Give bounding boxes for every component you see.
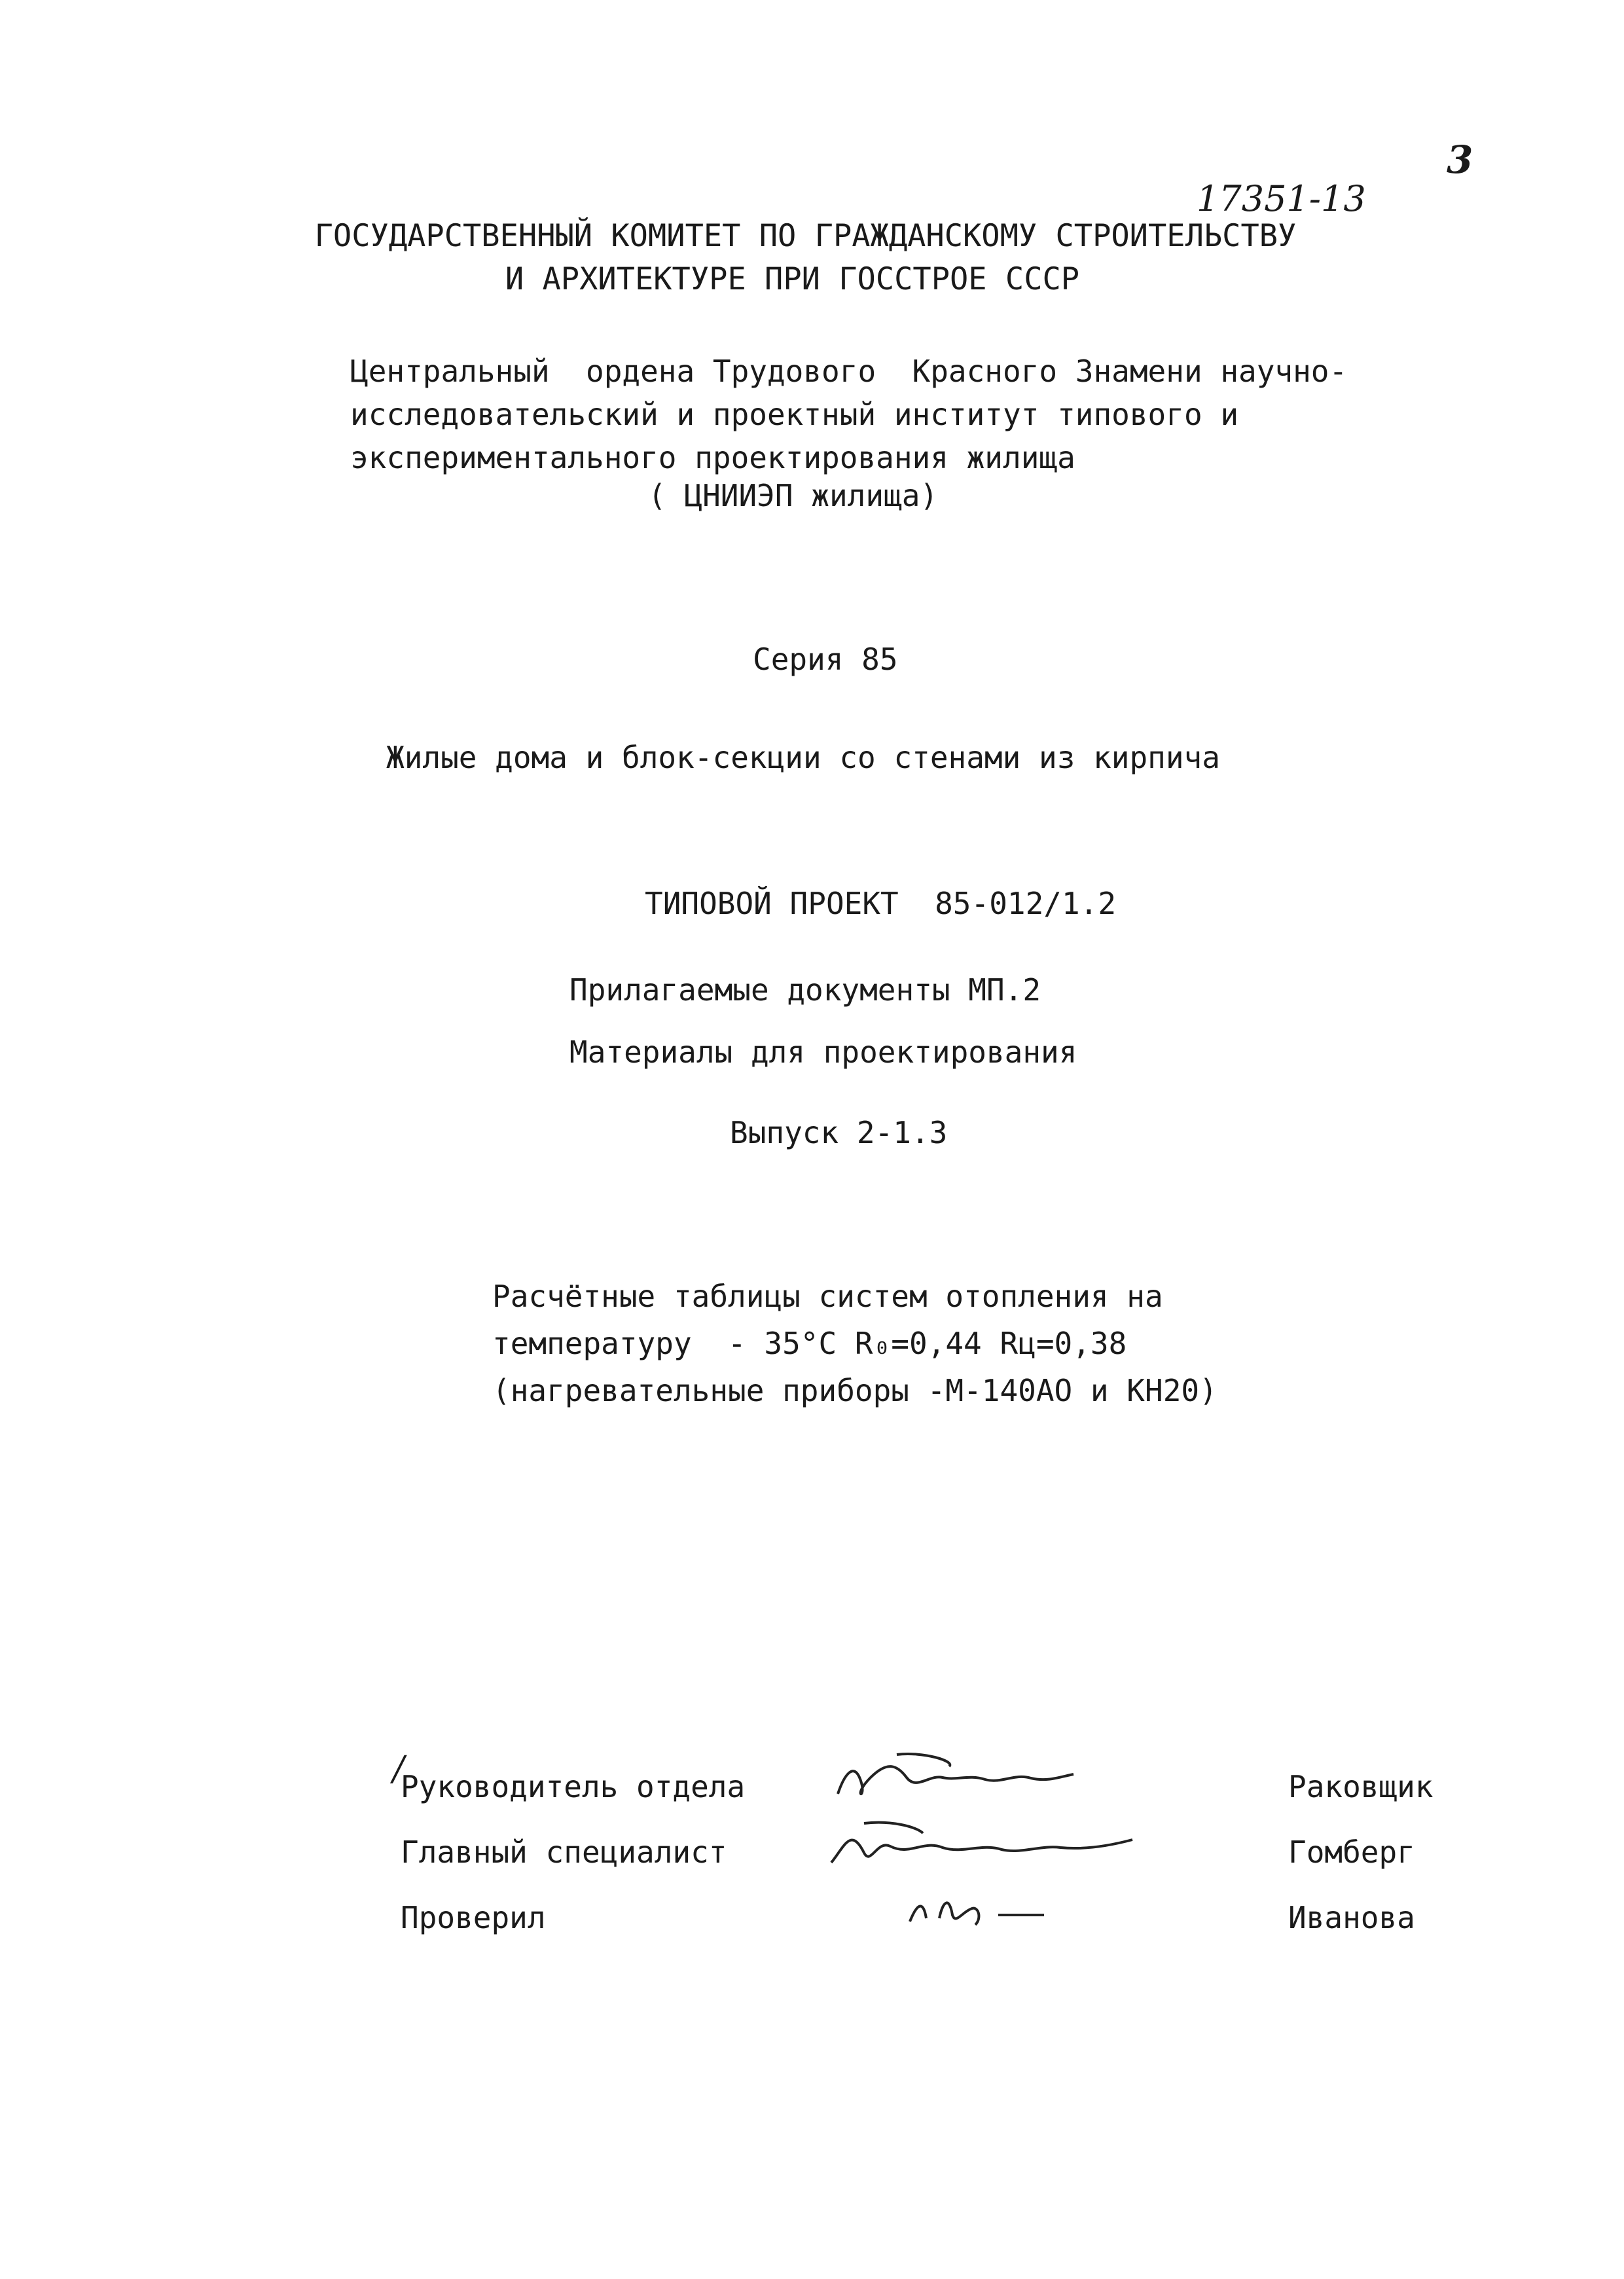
name-ivanova: Иванова <box>1288 1900 1415 1935</box>
signature-2 <box>825 1814 1191 1872</box>
attached-documents: Прилагаемые документы МП.2 <box>569 972 1041 1008</box>
committee-header <box>0 215 1624 301</box>
institute-line-1: Центральный ордена Трудового Красного Знамени научно- <box>350 354 1348 389</box>
series-title: Серия 85 <box>753 642 898 677</box>
issue-number: Выпуск 2-1.3 <box>730 1115 948 1150</box>
slash-mark: / <box>393 1749 405 1789</box>
institute-line-3: экспериментального проектирования жилища <box>350 440 1075 475</box>
materials-title: Материалы для проектирования <box>569 1034 1077 1070</box>
role-checked-by: Проверил <box>401 1900 546 1935</box>
document-description <box>492 1273 1218 1414</box>
committee-line-1: ГОСУДАРСТВЕННЫЙ КОМИТЕТ ПО ГРАЖДАНСКОМУ СТРОИТЕЛЬСТВУ <box>314 218 1297 254</box>
institute-name <box>350 350 1347 479</box>
description-line-3: (нагревательные приборы -М-140АО и КН20) <box>492 1373 1218 1408</box>
committee-line-2: И АРХИТЕКТУРЕ ПРИ ГОССТРОЕ СССР <box>505 261 1080 297</box>
role-chief-specialist: Главный специалист <box>401 1834 727 1870</box>
signature-1 <box>825 1748 1191 1807</box>
role-head-of-department: Руководитель отдела <box>401 1769 746 1804</box>
name-gomberg: Гомберг <box>1288 1834 1415 1870</box>
project-title: ТИПОВОЙ ПРОЕКТ 85-012/1.2 <box>645 886 1117 921</box>
name-rakovshchik: Раковщик <box>1288 1769 1434 1804</box>
description-line-2: температуру - 35°С R₀=0,44 Rц=0,38 <box>492 1326 1127 1361</box>
institute-line-2: исследовательский и проектный институт типового и <box>350 397 1239 432</box>
institute-abbreviation: ( ЦНИИЭП жилища) <box>648 478 939 513</box>
houses-title: Жилые дома и блок-секции со стенами из кирпича <box>386 740 1220 775</box>
inventory-number: 17351-13 <box>1197 178 1366 219</box>
description-line-1: Расчётные таблицы систем отопления на <box>492 1279 1163 1314</box>
page-number: 3 <box>1447 137 1473 182</box>
signature-3 <box>825 1879 1191 1938</box>
